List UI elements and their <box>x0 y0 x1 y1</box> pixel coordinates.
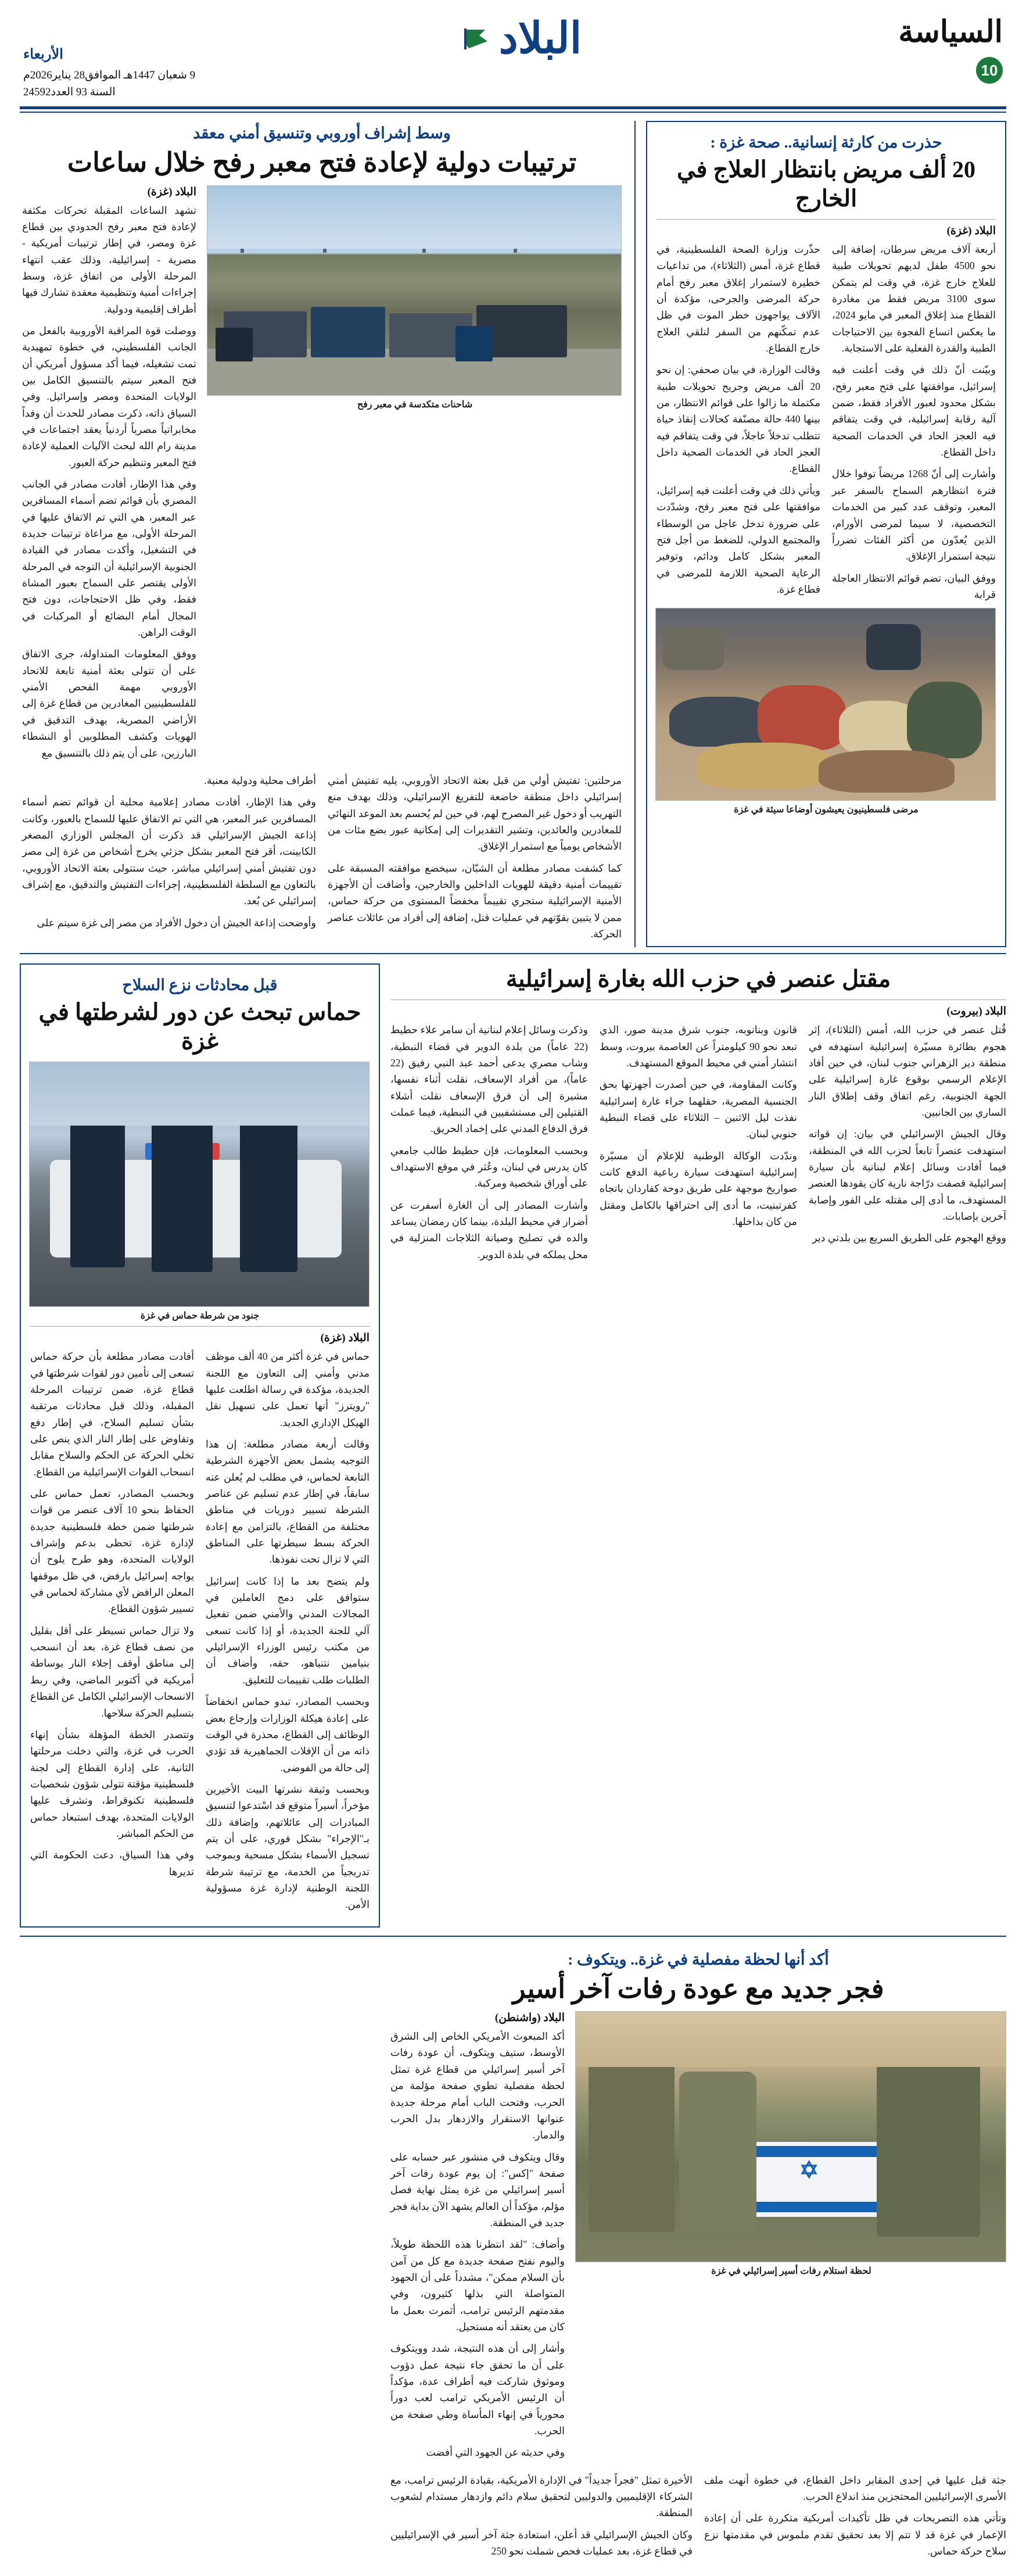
article-hezbollah-byline: البلاد (بيروت) <box>946 1005 1006 1018</box>
paragraph: وقالت أربعة مصادر مطلعة: إن هذا التوجيه يشمل بعض الأجهزة الشرطية التابعة لحماس، في مطلب لم يُعلن عنه سابقاً، في إطار عدم تسليم عن عناصر الشرطة تسيير دوريات في مناطق مختلفة من القطاع، بالتزامن مع إعادة الحركة بسط سيطرتها على المناطق التي لا تزال تحت نفوذها. <box>206 1438 369 1565</box>
article-rafah-col-left <box>328 772 622 947</box>
article-prisoner-col-left2 <box>390 2472 693 2565</box>
vertical-divider <box>634 121 636 947</box>
paragraph: وكان الجيش الإسرائيلي قد أعلن، استعادة جثة آخر أسير في الإسرائيليين في قطاع غزة، بعد عمليات فحص شملت نحو 250 <box>390 2528 693 2557</box>
photo-patients-gaza <box>655 608 996 801</box>
paragraph: ووفق المعلومات المتداولة، جرى الاتفاق على أن تتولى بعثة أمنية تابعة للاتحاد الأوروبي مهمة الفحص الأمني للفلسطينيين المغادرين من قطاع غزة إلى الأراضي المصرية، بهدف التدقيق في الهويات وكشف المطلوبين أو النشطاء البارزين، على أن يتم ذلك بالتنسيق مع <box>22 648 196 759</box>
paragraph: أطراف محلية ودولية معنية. <box>204 774 316 786</box>
photo-hamas-caption: جنود من شرطة حماس في غزة <box>140 1311 260 1321</box>
article-prisoner-col-right <box>390 2028 565 2461</box>
paragraph: ولا تزال حماس تسيطر على أقل بقليل من نصف قطاع غزة، بعد أن انسحب إلى مناطق أوقف إجلاء النار بوساطة أمريكية في أكتوبر الماضي، وفي ربط الانسحاب الإسرائيلي الكامل عن القطاع بتسليم الحركة سلاحها. <box>30 1624 194 1719</box>
issue-number: السنة 93 العدد24592 <box>23 85 116 98</box>
article-hamas-columns <box>30 1348 369 1918</box>
logo-text: البلاد <box>498 15 582 63</box>
paragraph: أفادت مصادر مطلعة بأن حركة حماس تسعى إلى تأمين دور لقوات شرطتها في قطاع غزة، ضمن ترتيبات المرحلة المقبلة، وذلك قبل محادثات مرتقبة بشأن تسليم السلاح، في إطار دفع وتفاوض على إطار النار الذي ينص على تخلي الحركة عن الحكم والسلاح مقابل انسحاب القوات الإسرائيلية من القطاع. <box>30 1350 194 1478</box>
article-hezbollah-headline: مقتل عنصر في حزب الله بغارة إسرائيلية <box>505 966 891 993</box>
paragraph: وبحسب المصادر، تبدو حماس انخفاضاً على إعادة هيكلة الوزارات وإرجاع بعض الوظائف إلى القطاع، محذرة في الوقت ذاته من أن الإفلات الجماهيرية قد تؤدي إلى حالة من الفوضى. <box>206 1696 369 1774</box>
article-prisoner-byline: البلاد (واشنطن) <box>494 2012 565 2025</box>
paragraph: ووصلت قوة المراقبة الأوروبية بالفعل من الجانب الفلسطيني، في خطوة تمهيدية تمت تشغيله، فيما أكد مسؤول أمريكي أن فتح المعبر سيتم بالتنسيق الكامل بين الولايات المتحدة ومصر وإسرائيل. وفي السياق ذاته، ذكرت مصادر للحدث أن وفداً مخابراتياً مصرياً أردنياً يعقد اجتماعات في مدينة رام الله لبحث الآليات العملية لإعادة فتح المعبر وتنظيم حركة العبور. <box>22 324 196 468</box>
paragraph: حماس في غزة أكثر من 40 ألف موظف مدني وأمني إلى التعاون مع اللجنة الجديدة، مؤكدة في رسالة اطلعت عليها "رويترز" أنها تعمل على تسهيل نقل الهيكل الإداري الجديد. <box>206 1350 369 1428</box>
bottom-right-spacer <box>20 1947 380 2565</box>
article-prisoner <box>380 1947 1006 2565</box>
article-hezbollah-col-right <box>809 1022 1006 1268</box>
paragraph: ووفق البيان، تضم قوائم الانتظار العاجلة قرابة <box>832 572 996 600</box>
paragraph: ويأتي ذلك في وقت أعلنت فيه إسرائيل، موافقتها على فتح معبر رفح، وشدّدت على ضرورة تدخل عاجل من الوسطاء والمجتمع الدولي، للضغط من أجل فتح المعبر بشكل كامل ودائم، وتوفير الرعاية الصحية اللازمة للمرضى في قطاع غزة. <box>657 484 820 595</box>
paragraph: وأوضحت إذاعة الجيش أن دخول الأفراد من مصر إلى غزة سيتم على <box>37 916 316 929</box>
paragraph: وتأتي هذه التصريحات في ظل تأكيدات أمريكية متكررة على أن إعادة الإعمار في غزة قد لا تتم إلا بعد تحقيق تقدم ملموس في مقدمتها نزع سلاح حركة حماس. <box>704 2512 1006 2557</box>
article-hamas-byline: البلاد (غزة) <box>320 1332 369 1345</box>
paragraph: وفي هذا السياق، دعت الحكومة التي تديرها <box>30 1849 194 1878</box>
article-health-headline: 20 ألف مريض بانتظار العلاج في الخارج <box>677 156 975 212</box>
paragraph: وقال الجيش الإسرائيلي في بيان: إن قواته استهدفت عنصراً تابعاً لحزب الله في المنطقة، فيما أفادت وسائل إعلام لبنانية بأن سيارة إسرائيلية قصفت درّاجة نارية كان يقودها العنصر المستهدف، ما أدى إلى مقتله على الفور وإصابة آخرين بإصابات. <box>809 1128 1006 1223</box>
paragraph: أكد المبعوث الأمريكي الخاص إلى الشرق الأوسط، ستيف ويتكوف، أن عودة رفات آخر أسير إسرائيلي من قطاع غزة تمثل لحظة مفصلية تطوي صفحة مؤلمة من الحرب، وفتحت الباب أمام مرحلة جديدة عنوانها الاستقرار والازدهار بدل الحرب والدمار. <box>390 2030 565 2141</box>
weekday: الأربعاء <box>23 47 63 62</box>
article-hezbollah <box>380 963 1006 1927</box>
paragraph: الأخيرة تمثل "فجراً جديداً" في الإدارة الأمريكية، بقيادة الرئيس ترامب، مع الشركاء الإقليميين والدوليين لتحقيق سلام دائم وازدهار مستدام لشعوب المنطقة. <box>390 2474 693 2519</box>
paragraph: وبحسب وثيقة نشرتها البيت الأخيرين مؤخراً، أسيراً متوقع قد اسْتدعوا لتنسيق المبادرات إلى عائلاتهم، وإضافة ذلك بـ"الإجراء" بشكل فوري، على أن يتم تسجيل الأسماء بشكل مسحية وبموجب تدريجياً من الخدمة، مع ترتيبة شرطة اللجنة الوطنية لإدارة غزة مسؤولية الأمن. <box>206 1783 369 1911</box>
divider <box>30 1326 369 1327</box>
article-health-columns <box>657 241 996 608</box>
section-divider-2 <box>20 1936 1006 1937</box>
article-health-kicker: حذرت من كارثة إنسانية.. صحة غزة : <box>710 134 942 151</box>
article-hamas-col-right <box>30 1348 194 1918</box>
paragraph: وبحسب المعلومات، فإن حطيط طالب جامعي كان يدرس في لبنان، وعُثر في موقع الاستهداف على أوراق شخصية ومركبة. <box>390 1144 588 1190</box>
paragraph: تشهد الساعات المقبلة تحركات مكثفة لإعادة فتح معبر رفح الحدودي بين قطاع غزة ومصر، في إطار ترتيبات أمريكية - مصرية - إسرائيلية، وذلك عقب انتهاء المرحلة الأولى من اتفاق غزة، وسط إجراءات أمنية وتنظيمية معقدة تشارك فيها أطراف إقليمية ودولية. <box>22 204 196 315</box>
article-hezbollah-col-mid <box>600 1022 797 1268</box>
article-hamas-police <box>20 963 380 1927</box>
article-health-col2 <box>657 241 820 608</box>
paragraph: قُتل عنصر في حزب الله، أمس (الثلاثاء)، إثر هجوم بطائرة مسيّرة إسرائيلية استهدفه في منطقة دير الزهراني جنوب لبنان، في حين أفاد الإعلام الرسمي بوقوع غارة إسرائيلية على الجهة الجنوبية، رغم اتفاق وقف إطلاق النار الساري بين الجانبين. <box>809 1024 1006 1118</box>
article-rafah-byline: البلاد (غزة) <box>147 185 196 198</box>
paragraph: وفي هذا الإطار، أفادت مصادر إعلامية محلية أن قوائم تضم أسماء المسافرين عبر المعبر، هي التي تم الاتفاق عليها للسماح بالعبور، وكانت إذاعة الجيش الإسرائيلي قد ذكرت أن المجلس الوزاري المصغر الكابينت، أقر فتح المعبر بشكل جزئي يخرج أشخاص من غزة إلى مصر دون تفتيش أمني إسرائيلي مباشر، حيث ستتولى بعثة الاتحاد الأوروبي، بالتعاون مع السلطة الفلسطينية، إجراءات التفتيش والتدقيق، مع إشراف إسرائيلي عن بُعد. <box>22 796 316 907</box>
paragraph: مرحلتين: تفتيش أولي من قبل بعثة الاتحاد الأوروبي، يليه تفتيش أمني إسرائيلي داخل منطقة خاضعة للتفريغ الإسرائيلي، وذلك بهدف منع التهريب أو دخول غير المصرح لهم، في حين لم يُحسم بعد الموعد النهائي للمغادرين والعائدين، وتشير التقديرات إلى إمكانية عبور بضع مئات من الأشخاص يومياً مع استمرار الإغلاق. <box>328 774 622 852</box>
photo-rafah-caption: شاحنات متكدسة في معبر رفح <box>357 399 473 410</box>
masthead <box>20 15 1006 101</box>
paragraph: وذكرت وسائل إعلام لبنانية أن سامر علاء حطيط (22 عاماً) من بلدة الدوير في قضاء النبطية، وشاب مصري يدعى أحمد عبد النبي رفيق (22 عاماً)، من أفراد الإسعاف، نقلت أثناء نفسها، مشيرة إلى أن فرق الإسعاف نقلت أشلاء القتيلين إلى مستشفيين في النبطية، فيما عملت فرق الدفاع المدني على إخماد الحريق. <box>390 1024 588 1135</box>
paragraph: وفي هذا الإطار، أفادت مصادر في الجانب المصري بأن قوائم تضم أسماء المسافرين عبر المعبر، هي التي تم الاتفاق عليها في المرحلة الأولى، مع مراعاة ترتيبات جديدة في التشغيل، وأكدت مصادر في القيادة الجنوبية الإسرائيلية أن التوجه في المرحلة الأولى يقتصر على السماح بعبور المشاة فقط، وفي ظل الاحتجاجات، دون فتح المجال أمام البضائع أو المركبات في الوقت الراهن. <box>22 478 196 639</box>
paragraph: وبيّنت أنّ ذلك في وقت أعلنت فيه إسرائيل، موافقتها على فتح معبر رفح، بشكل محدود لعبور الأفراد فقط، ضمن آلية رقابة إسرائيلية، في وقت يتفاقم فيه العجز الحاد في الخدمات الصحية داخل القطاع. <box>832 364 996 458</box>
paragraph: كما كشفت مصادر مطلعة أن الشبّان، سيخضع موافقته المسبقة على تقييمات أمنية دقيقة للهويات الداخلين والخارجين، وأضافت أن الأجهزة الأمنية الإسرائيلية ستجري تقييماً مخفضاً المستوى من حركة حماس، ممن لا يتبين بقوّتهم في عمليات قتل، إضافة إلى أفراد من عائلات عناصر الحركة. <box>328 862 622 940</box>
masthead-dateline <box>23 17 215 101</box>
divider <box>657 219 996 220</box>
masthead-logo <box>215 15 828 63</box>
article-rafah <box>20 121 624 947</box>
paragraph: وأشارت المصادر إلى أن الغارة أسفرت عن أضرار في محيط البلدة، بينما كان رمضان يساعد والده في تصليح وصيانة الثلاجات المنزلية في محل يملكه في بلدة الدوير. <box>390 1199 588 1260</box>
flag-icon <box>462 26 493 52</box>
section-divider <box>20 953 1006 954</box>
paragraph: وفي حديثه عن الجهود التي أفضت <box>426 2446 565 2459</box>
photo-rafah-trucks <box>207 185 622 396</box>
paragraph: حذّرت وزارة الصحة الفلسطينية، في قطاع غزة، أمس (الثلاثاء)، من تداعيات خطيرة لاستمرار إغلاق معبر رفح أمام حركة المرضى والجرحى، مؤكدة أن الآلاف يواجهون خطر الموت في ظل عدم تمكّنهم من السفر لتلقي العلاج خارج القطاع. <box>657 243 820 354</box>
article-rafah-col-right <box>22 202 196 761</box>
photo-prisoner-handover <box>575 2011 1006 2262</box>
article-prisoner-col-left <box>704 2472 1006 2565</box>
article-hezbollah-columns <box>390 1022 1006 1268</box>
article-rafah-headline: ترتيبات دولية لإعادة فتح معبر رفح خلال ساعات <box>67 148 577 177</box>
article-prisoner-headline: فجر جديد مع عودة رفات آخر أسير <box>512 1973 884 2004</box>
photo-prisoner-caption: لحظة استلام رفات أسير إسرائيلي في غزة <box>711 2266 871 2277</box>
paragraph: وقالت الوزارة، في بيان صحفي: إن نحو 20 ألف مريض وجريح تحويلات طبية مكتملة ما زالوا على قوائم الانتظار، من بينها 440 حالة مصنّفة كحالات إنقاذ حياة تتطلب تدخلاً عاجلاً، في وقت يتفاقم فيه العجز الحاد في الخدمات الصحية داخل القطاع. <box>657 364 820 475</box>
article-prisoner-kicker: أكد أنها لحظة مفصلية في غزة.. ويتكوف : <box>568 1950 829 1968</box>
article-health-byline: البلاد (غزة) <box>946 225 996 237</box>
article-hamas-headline: حماس تبحث عن دور لشرطتها في غزة <box>38 999 361 1055</box>
paragraph: جثة قبل عليها في إحدى المقابر داخل القطاع، في خطوة أنهت ملف الأسرى الإسرائيليين المحتجزين منذ اندلاع الحرب. <box>704 2474 1006 2503</box>
paragraph: وتتصدر الخطة المؤهلة بشأن إنهاء الحرب في غزة، والتي دخلت مرحلتها الثانية، على إدارة القطاع إلى لجنة فلسطينية مؤقتة تتولى شؤون شخصيات فلسطينية تكنوقراط، وتشرف عليها الولايات المتحدة، بهدف استبعاد حماس من الحكم المباشر. <box>30 1728 194 1839</box>
masthead-rule <box>20 106 1006 109</box>
masthead-left <box>828 17 1003 84</box>
paragraph: وبحسب المصادر، تعمل حماس على الحفاظ بنحو 10 آلاف عنصر من قوات شرطتها ضمن خطة فلسطينية جديدة لإدارة غزة، تحظى بدعم وإشراف الولايات المتحدة، وهو طرح يلوح أن يواجه إسرائيل بارفض، في ظل موقفها المعلن الرافض لأي مشاركة لحماس في تسيير شؤون القطاع. <box>30 1488 194 1615</box>
middle-section <box>20 963 1006 1927</box>
article-rafah-col-mid <box>22 772 316 947</box>
section-title: السياسة <box>898 16 1003 49</box>
photo-patients-caption: مرضى فلسطينيون يعيشون أوضاعا سيئة في غزة <box>734 805 919 815</box>
page-number-badge: 10 <box>976 57 1003 84</box>
paragraph: ولم يتضح بعد ما إذا كانت إسرائيل ستوافق على دمج العاملين في المجالات المدني والأمني ضمن تفعيل آلي للجنة الجديدة، أو إذا كانت تسعى من مكتب رئيس الوزراء الإسرائيلي بنيامين نتنياهو، حقه، وأضاف أن الطلبات طلب تقييمات للتعليق. <box>206 1575 369 1686</box>
top-section <box>20 121 1006 947</box>
article-hezbollah-col-left <box>390 1022 588 1268</box>
photo-hamas-police <box>29 1062 369 1307</box>
paragraph: قانون وبنانوبه، جنوب شرق مدينة صور، الذي تبعد نحو 90 كيلومتراً عن العاصمة بيروت، وسط انتشار أمني في محيط الموقع المستهدف. <box>600 1024 797 1069</box>
paragraph: أربعة آلاف مريض سرطان، إضافة إلى نحو 4500 طفل لديهم تحويلات طبية للعلاج خارج غزة، في وقت لم يتمكن سوى 3100 مريض فقط من مغادرة القطاع منذ إغلاق المعبر في مايو 2024، ما يعكس اتساع الفجوة بين الاحتياجات الطبية والقدرة الفعلية على الاستجابة. <box>832 243 996 354</box>
paragraph: وأشار إلى أن هذه النتيجة، شدد وويتكوف على أن ما تحقق جاء نتيجة عمل دؤوب وموثوق شاركت فيه أطراف عدة، مؤكداً أن الرئيس الأمريكي ترامب لعب دوراً محورياً في إنهاء المأساة وطي صفحة من الحرب. <box>390 2342 565 2437</box>
bottom-section <box>20 1947 1006 2565</box>
article-hamas-col-left <box>206 1348 369 1918</box>
star-of-david-icon: ✡ <box>799 2157 819 2183</box>
hijri-gregorian-date: 9 شعبان 1447هـ الموافق28 يناير2026م <box>23 69 196 81</box>
article-health-col1 <box>832 241 996 608</box>
paragraph: وندّدت الوكالة الوطنية للإعلام أن مسيّرة إسرائيلية استهدفت سيارة رباعية الدفع كانت صواريخ موجهة على طريق دوحة كفاردان باتجاه كفرتبنيت، ما أدى إلى احتراقها بالكامل ومقتل من كان بداخلها. <box>600 1149 797 1228</box>
article-health <box>646 121 1006 947</box>
article-rafah-kicker: وسط إشراف أوروبي وتنسيق أمني معقد <box>193 124 451 142</box>
paragraph: وقال ويتكوف في منشور عبر حسابه على صفحة "إكس": إن يوم عودة رفات آخر أسير إسرائيلي من غزة يمثل نهاية فصل مؤلم، مؤكداً أن العالم يشهد الآن بداية فجر جديد في المنطقة. <box>390 2151 565 2229</box>
paragraph: ووقع الهجوم على الطريق السريع بين بلدتي دير <box>812 1232 1006 1244</box>
article-hamas-kicker: قبل محادثات نزع السلاح <box>122 976 278 994</box>
masthead-rule-thin <box>20 112 1006 113</box>
paragraph: وأضاف: "لقد انتظرنا هذه اللحظة طويلاً، واليوم نفتح صفحة جديدة مع كل من آمن بأن السلام ممكن"، مشدداً على أن الجهود المتواصلة التي بذلها كثيرون، وفي مقدمتهم الرئيس ترامب، أثمرت بعمل ما كان من يعتقد أنه مستحيل. <box>390 2238 565 2333</box>
divider <box>390 999 1006 1000</box>
paragraph: وكانت المقاومة، في حين أصدرت أجهزتها بحق الجنسية المصرية، حقلهما جراء غارة إسرائيلية نفذت ليل الاثنين – الثلاثاء على قضاء النبطية جنوبي لبنان. <box>600 1079 797 1140</box>
paragraph: وأشارت إلى أنّ 1268 مريضاً توفوا خلال فترة انتظارهم السماح بالسفر عبر المعبر، وتوقف عدد كبير من الخدمات التخصصية، لا سيما لمرضى الأورام، الذين يُعدّون من أكثر الفئات تضرراً نتيجة استمرار الإغلاق. <box>832 468 996 563</box>
